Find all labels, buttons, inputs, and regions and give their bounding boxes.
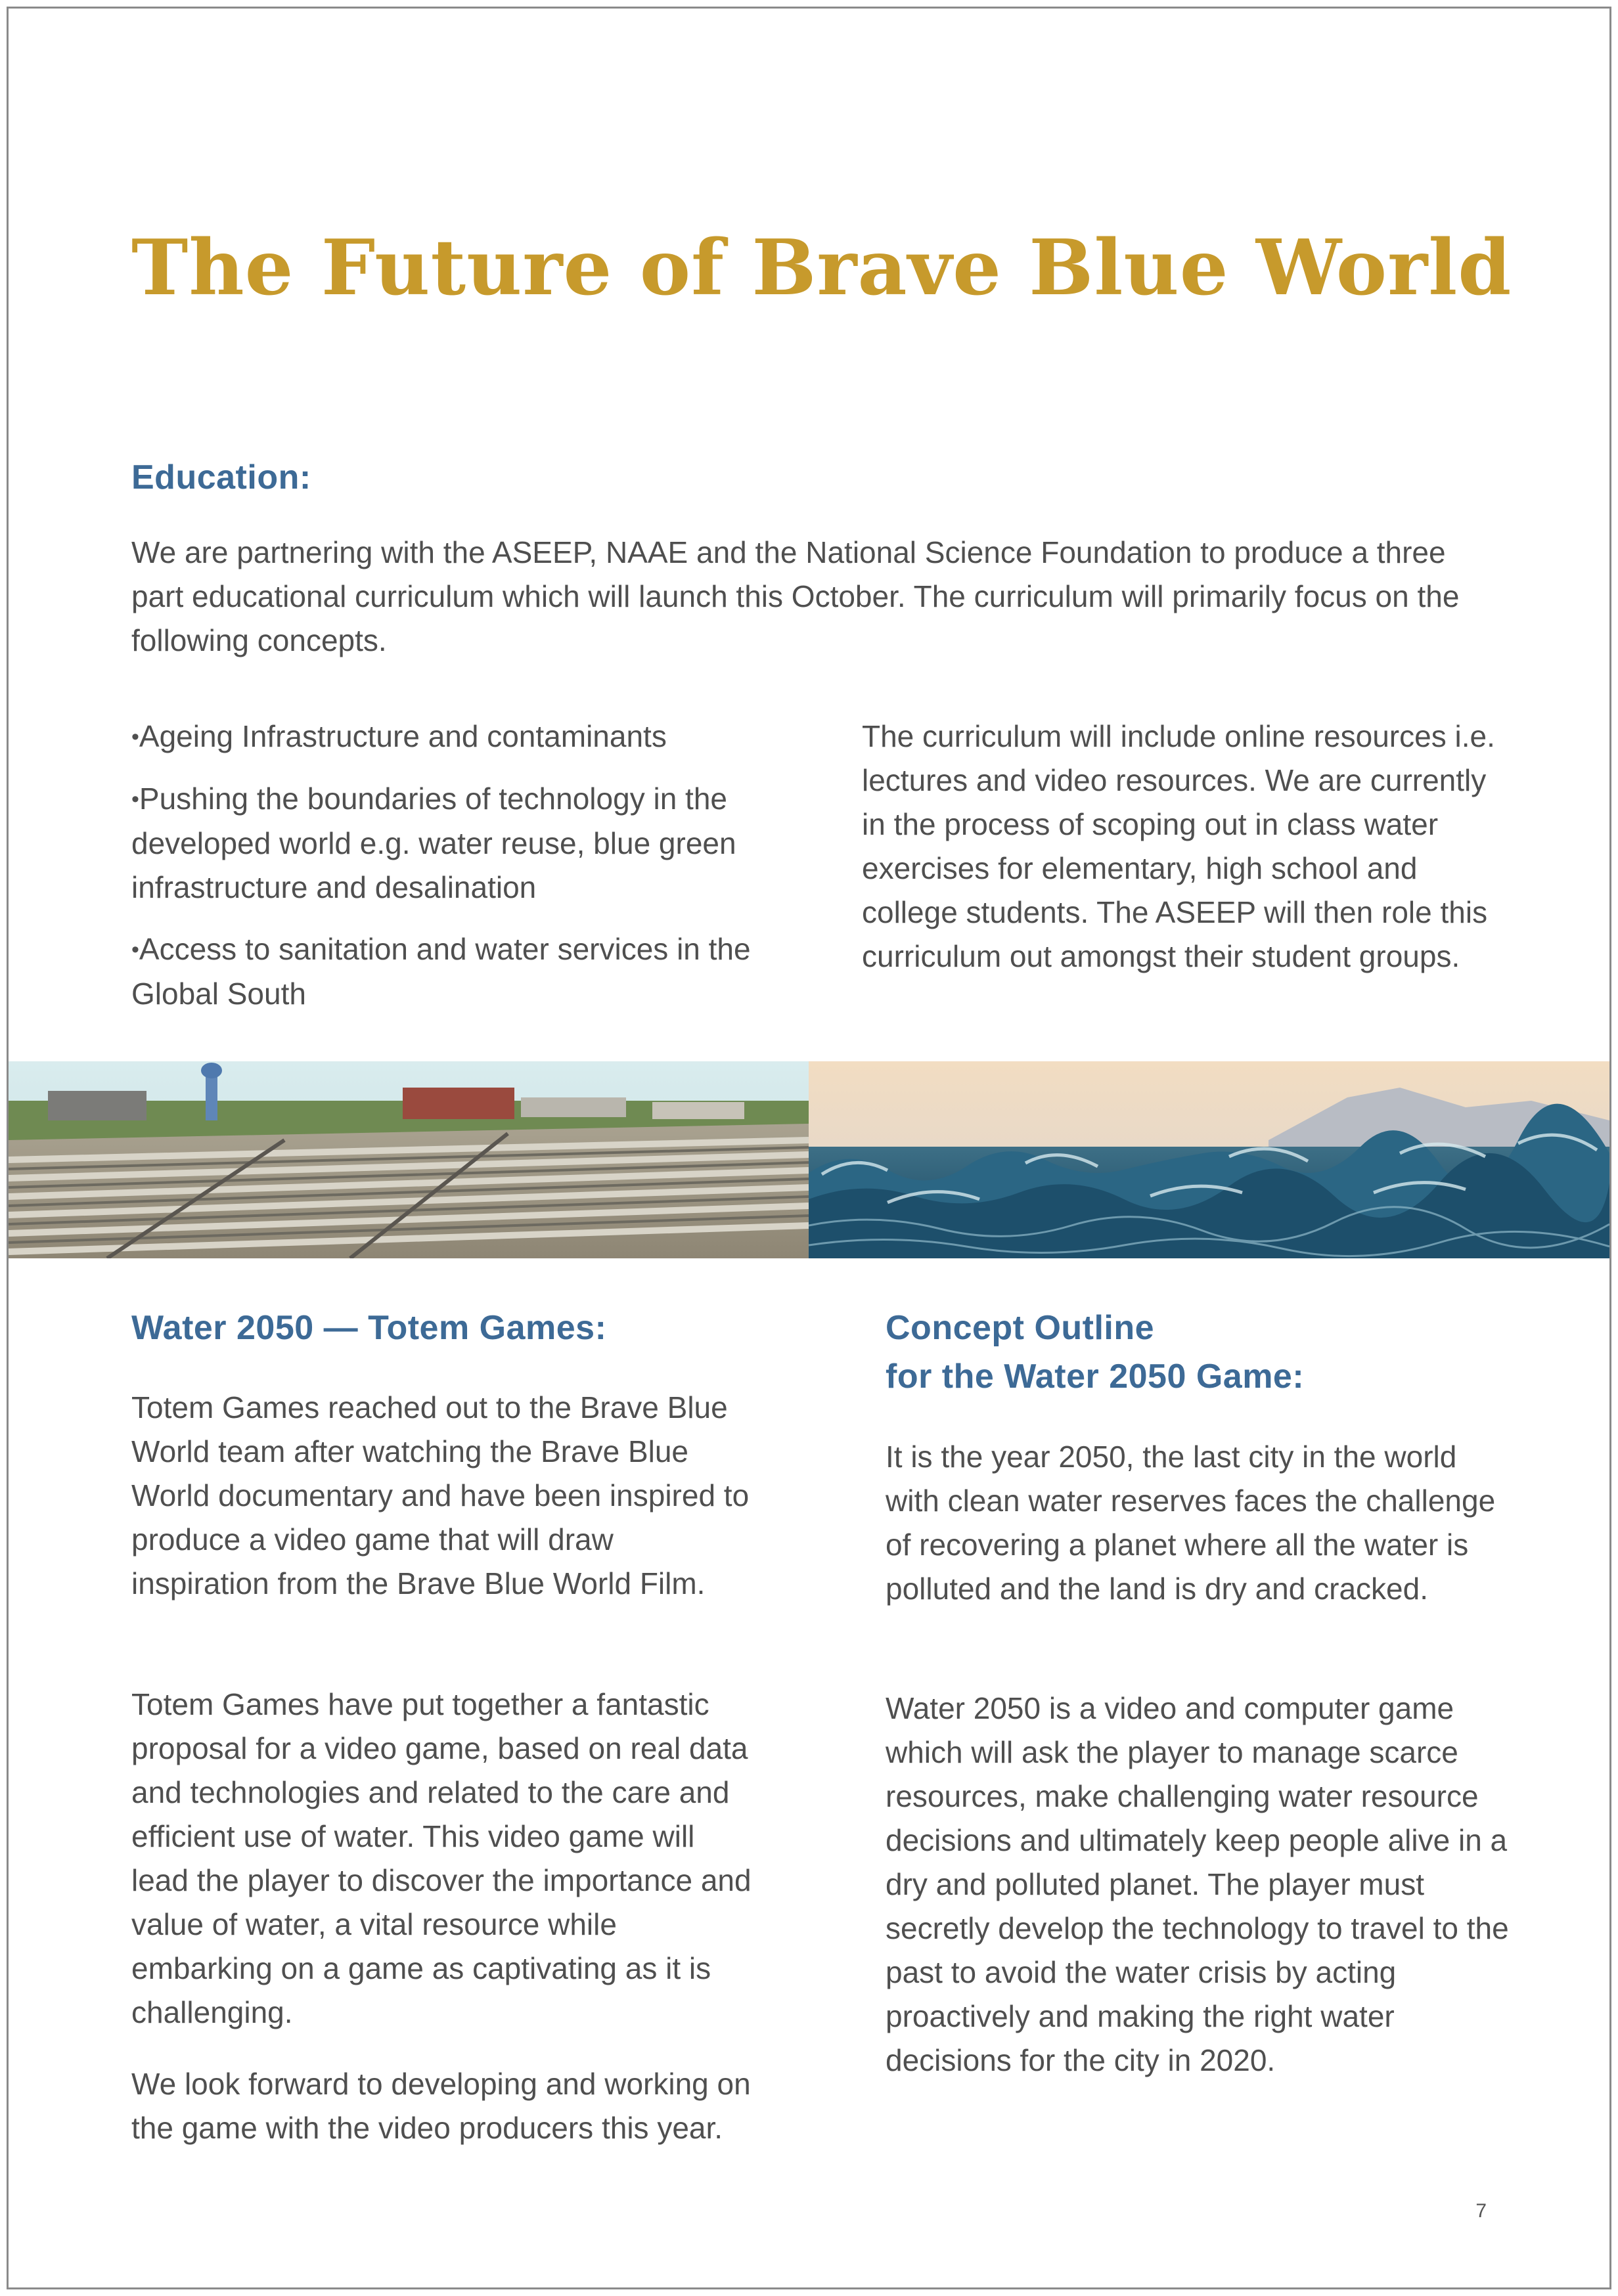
water2050-paragraph-1: Totem Games reached out to the Brave Blue World team after watching the Brave Blue World documentary and have been inspired to produce a video game that will draw inspiration from the Brave Blue World Film.: [131, 1390, 750, 1601]
concept-heading-line2: for the Water 2050 Game:: [886, 1358, 1305, 1396]
water-treatment-plant-photo: [9, 1061, 809, 1258]
concept-paragraph-1: It is the year 2050, the last city in the world with clean water reserves faces the challenge of recovering a planet where all the water is polluted and the land is dry and cracked.: [886, 1440, 1496, 1606]
education-bullet-list: [131, 715, 782, 1034]
water2050-paragraph-3: We look forward to developing and working on the game with the video producers this year.: [131, 2067, 751, 2145]
page-number: 7: [1475, 2200, 1487, 2222]
list-item: • Ageing Infrastructure and contaminants: [131, 715, 782, 759]
list-item: • Access to sanitation and water services in the Global South: [131, 927, 782, 1016]
page-title: The Future of Brave Blue World: [131, 223, 1512, 313]
concept-heading: [886, 1304, 1304, 1401]
water2050-heading: Water 2050 — Totem Games:: [131, 1309, 607, 1347]
education-heading: Education:: [131, 458, 311, 497]
concept-heading-line1: Concept Outline: [886, 1309, 1155, 1347]
water2050-paragraph-2: Totem Games have put together a fantastic proposal for a video game, based on real data and technologies and related to the care and efficient use of water. This video game will lead the player to discover the importance and value of water, a vital resource while embarking on a game as captivating as it is challenging.: [131, 1687, 752, 2029]
education-intro: We are partnering with the ASEEP, NAAE and the National Science Foundation to produce a three part educational curriculum which will launch this October. The curriculum will primarily focus on the following concepts.: [131, 535, 1460, 657]
concept-paragraph-2: Water 2050 is a video and computer game which will ask the player to manage scarce resources, make challenging water resource decisions and ultimately keep people alive in a dry and polluted planet. The player must secretly develop the technology to travel to the past to avoid the water crisis by acting proactively and making the right water decisions for the city in 2020.: [886, 1691, 1509, 2077]
ocean-waves-photo: [809, 1061, 1609, 1258]
list-item: • Pushing the boundaries of technology in the developed world e.g. water reuse, blue green infrastructure and desalination: [131, 777, 782, 910]
curriculum-description: The curriculum will include online resources i.e. lectures and video resources. We are currently in the process of scoping out in class water exercises for elementary, high school and college students. The ASEEP will then role this curriculum out amongst their student groups.: [862, 719, 1495, 973]
